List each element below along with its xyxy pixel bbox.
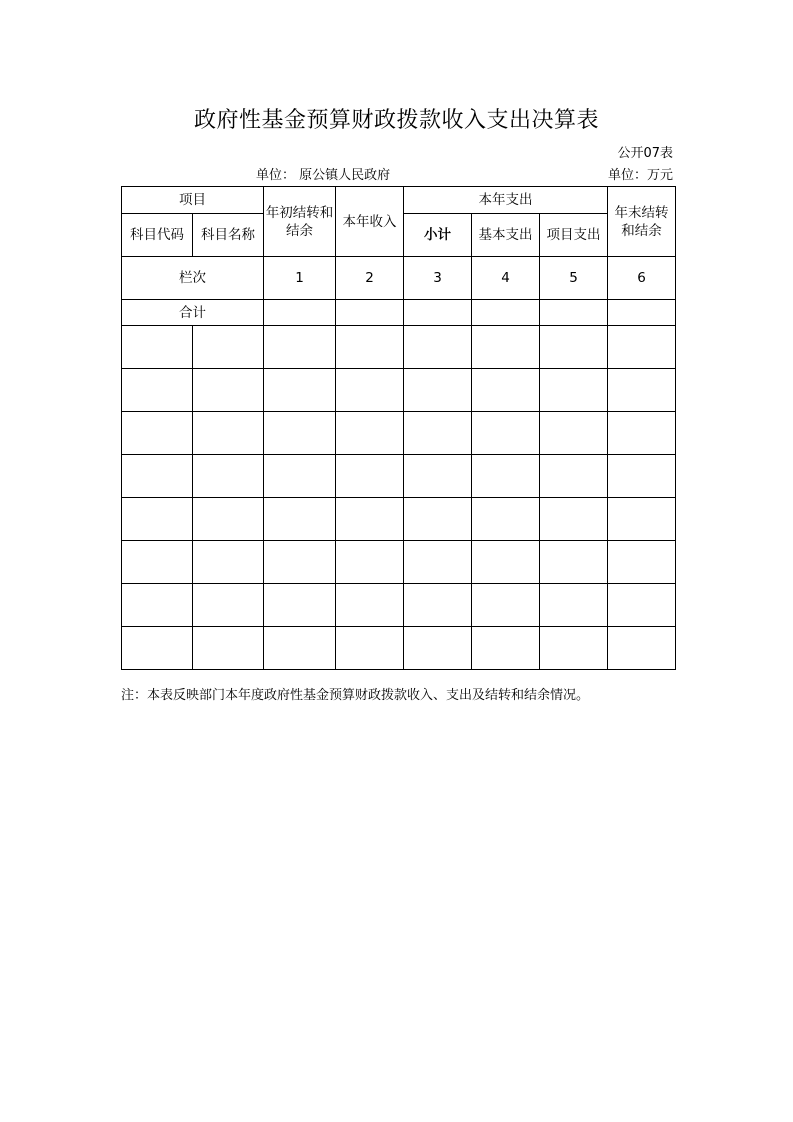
table-cell <box>472 369 540 412</box>
table-cell <box>540 455 608 498</box>
row-index-label: 栏次 <box>122 257 264 300</box>
table-cell <box>122 412 193 455</box>
col-number: 4 <box>472 257 540 300</box>
page-title: 政府性基金预算财政拨款收入支出决算表 <box>193 108 599 133</box>
table-cell <box>404 541 472 584</box>
header-begin-balance: 年初结转和结余 <box>264 187 336 257</box>
col-number: 5 <box>540 257 608 300</box>
table-row <box>122 627 676 670</box>
table-cell <box>608 369 676 412</box>
table-cell <box>264 326 336 369</box>
subheader-subtotal: 小计 <box>404 214 472 257</box>
table-cell <box>608 455 676 498</box>
unit-organization: 单位： 原公镇人民政府 <box>256 168 391 183</box>
total-cell <box>404 300 472 326</box>
table-cell <box>193 326 264 369</box>
table-cell <box>336 326 404 369</box>
table-cell <box>540 584 608 627</box>
subheader-project: 项目支出 <box>540 214 608 257</box>
table-cell <box>264 369 336 412</box>
table-row <box>122 326 676 369</box>
table-cell <box>122 541 193 584</box>
table-row <box>122 455 676 498</box>
table-cell <box>540 326 608 369</box>
table-cell <box>540 627 608 670</box>
table-cell <box>404 627 472 670</box>
header-expense: 本年支出 <box>404 187 608 214</box>
table-cell <box>336 455 404 498</box>
header-income: 本年收入 <box>336 187 404 257</box>
table-row <box>122 369 676 412</box>
table-cell <box>608 584 676 627</box>
footnote: 注：本表反映部门本年度政府性基金预算财政拨款收入、支出及结转和结余情况。 <box>121 688 590 703</box>
table-cell <box>193 455 264 498</box>
table-cell <box>472 412 540 455</box>
table-cell <box>472 584 540 627</box>
table-cell <box>122 627 193 670</box>
total-cell <box>608 300 676 326</box>
table-cell <box>540 412 608 455</box>
budget-table <box>121 186 676 670</box>
table-cell <box>264 584 336 627</box>
col-number: 6 <box>608 257 676 300</box>
table-cell <box>540 369 608 412</box>
table-cell <box>404 326 472 369</box>
table-cell <box>404 455 472 498</box>
table-cell <box>472 498 540 541</box>
table-cell <box>472 627 540 670</box>
table-row <box>122 541 676 584</box>
table-cell <box>336 412 404 455</box>
table-cell <box>336 498 404 541</box>
total-cell <box>540 300 608 326</box>
subheader-code: 科目代码 <box>122 214 193 257</box>
table-cell <box>122 326 193 369</box>
table-cell <box>264 455 336 498</box>
table-row <box>122 498 676 541</box>
table-cell <box>608 326 676 369</box>
col-number: 1 <box>264 257 336 300</box>
table-cell <box>404 498 472 541</box>
table-cell <box>404 412 472 455</box>
table-cell <box>472 541 540 584</box>
table-cell <box>336 584 404 627</box>
table-cell <box>193 498 264 541</box>
form-code: 公开07表 <box>617 146 673 161</box>
table-cell <box>264 412 336 455</box>
table-cell <box>264 627 336 670</box>
table-cell <box>404 369 472 412</box>
table-cell <box>122 584 193 627</box>
table-cell <box>336 369 404 412</box>
unit-currency: 单位：万元 <box>607 168 673 183</box>
header-end-balance: 年末结转和结余 <box>608 187 676 257</box>
table-cell <box>122 498 193 541</box>
subheader-name: 科目名称 <box>193 214 264 257</box>
table-cell <box>193 369 264 412</box>
col-number: 2 <box>336 257 404 300</box>
table-cell <box>472 455 540 498</box>
table-cell <box>540 498 608 541</box>
table-cell <box>193 627 264 670</box>
total-cell <box>336 300 404 326</box>
table-cell <box>336 627 404 670</box>
total-cell <box>264 300 336 326</box>
table-cell <box>193 412 264 455</box>
total-label: 合计 <box>122 300 264 326</box>
col-number: 3 <box>404 257 472 300</box>
table-cell <box>193 584 264 627</box>
table-row <box>122 412 676 455</box>
total-cell <box>472 300 540 326</box>
table-cell <box>264 498 336 541</box>
table-row <box>122 584 676 627</box>
header-item: 项目 <box>122 187 264 214</box>
table-cell <box>193 541 264 584</box>
table-cell <box>122 455 193 498</box>
table-cell <box>472 326 540 369</box>
table-cell <box>608 627 676 670</box>
table-cell <box>608 412 676 455</box>
table-cell <box>608 541 676 584</box>
table-cell <box>608 498 676 541</box>
table-cell <box>336 541 404 584</box>
table-cell <box>404 584 472 627</box>
table-cell <box>122 369 193 412</box>
table-cell <box>264 541 336 584</box>
subheader-basic: 基本支出 <box>472 214 540 257</box>
table-cell <box>540 541 608 584</box>
